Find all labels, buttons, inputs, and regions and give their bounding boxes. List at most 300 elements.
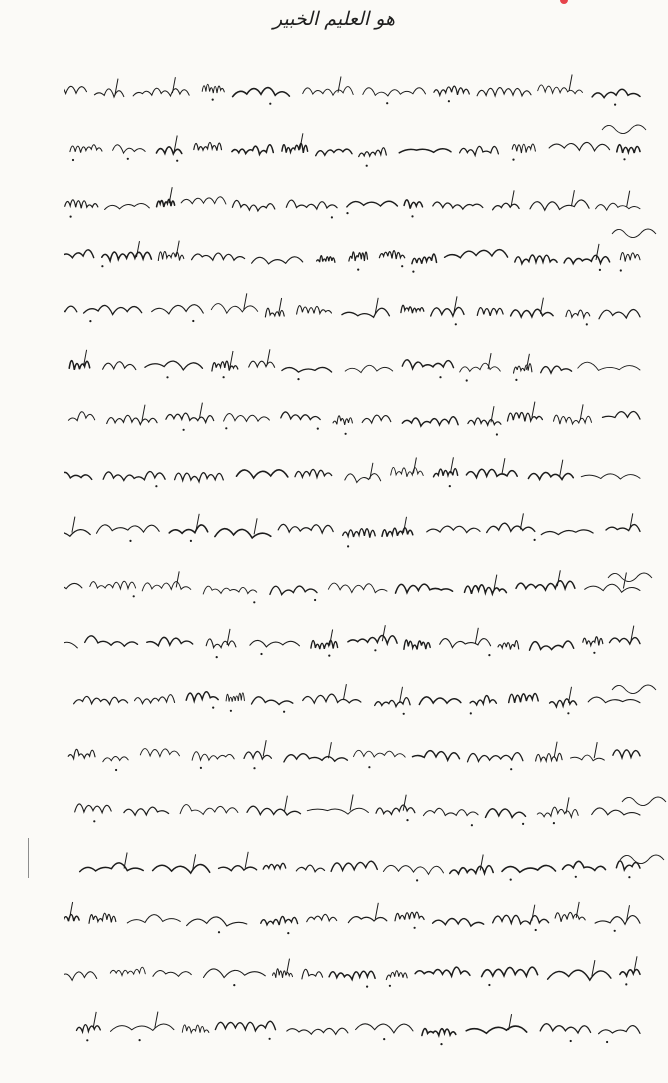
diacritic-dot <box>406 819 408 821</box>
handwritten-word <box>508 413 543 422</box>
handwritten-word <box>316 149 352 156</box>
handwritten-word <box>215 1021 275 1031</box>
handwritten-word <box>427 526 480 532</box>
handwritten-word <box>278 524 333 533</box>
handwritten-word <box>64 530 90 537</box>
diacritic-dot <box>414 927 416 929</box>
diacritic-dot <box>416 879 418 881</box>
ascender-stroke <box>627 191 630 207</box>
handwritten-word <box>194 142 222 150</box>
diacritic-dot <box>366 986 368 988</box>
handwritten-word <box>512 144 535 153</box>
handwritten-word <box>64 582 82 589</box>
handwritten-line <box>64 128 644 168</box>
handwritten-word <box>564 255 610 263</box>
handwritten-word <box>515 255 557 264</box>
handwritten-word <box>252 697 293 705</box>
handwritten-word <box>530 200 589 210</box>
diacritic-dot <box>488 654 490 656</box>
handwritten-word <box>237 470 288 478</box>
handwritten-word <box>470 696 496 705</box>
handwritten-word <box>613 750 640 758</box>
handwritten-word <box>354 750 406 757</box>
handwritten-word <box>64 972 97 981</box>
handwritten-line <box>64 846 644 886</box>
diacritic-dot <box>401 265 403 267</box>
marginal-note <box>620 790 668 810</box>
diacritic-dot <box>515 379 517 381</box>
handwritten-word <box>347 201 398 207</box>
handwritten-word <box>412 254 437 264</box>
diacritic-dot <box>89 320 91 322</box>
diacritic-dot <box>346 212 348 214</box>
handwritten-word <box>468 418 501 425</box>
diacritic-dot <box>623 158 625 160</box>
handwritten-word <box>69 361 90 370</box>
handwritten-word <box>250 640 300 647</box>
handwritten-word <box>127 915 180 923</box>
diacritic-dot <box>368 766 370 768</box>
handwritten-word <box>404 640 430 649</box>
ascender-stroke <box>169 187 172 203</box>
diacritic-dot <box>383 1038 385 1040</box>
handwritten-word <box>415 967 470 976</box>
diacritic-dot <box>331 216 333 218</box>
handwritten-word <box>466 1026 527 1033</box>
handwritten-word <box>103 756 128 761</box>
handwritten-word <box>511 309 553 317</box>
handwritten-word <box>375 698 410 707</box>
handwritten-word <box>296 865 324 872</box>
diacritic-dot <box>70 216 72 218</box>
handwritten-word <box>379 251 404 259</box>
handwritten-word <box>203 586 257 594</box>
handwritten-word <box>80 863 144 872</box>
handwritten-word <box>70 145 102 153</box>
handwritten-word <box>541 366 572 373</box>
handwritten-word <box>595 916 640 925</box>
handwritten-word <box>156 147 181 154</box>
handwritten-line <box>64 346 644 386</box>
handwritten-word <box>110 967 145 975</box>
diacritic-dot <box>439 376 441 378</box>
diacritic-dot <box>192 320 194 322</box>
diacritic-dot <box>223 376 225 378</box>
diacritic-dot <box>200 767 202 769</box>
handwritten-word <box>395 912 424 921</box>
handwritten-word <box>317 256 335 263</box>
handwritten-word <box>362 415 391 423</box>
handwritten-word <box>349 252 368 261</box>
handwritten-word <box>232 200 274 211</box>
handwritten-word <box>596 203 640 210</box>
handwritten-word <box>396 584 453 593</box>
ascender-stroke <box>502 458 505 474</box>
handwritten-word <box>402 417 458 426</box>
ascender-stroke <box>230 351 233 367</box>
handwritten-word <box>68 412 94 421</box>
diacritic-dot <box>625 983 627 985</box>
diacritic-dot <box>488 984 490 986</box>
handwritten-word <box>102 252 152 261</box>
handwritten-word <box>182 1025 209 1033</box>
handwritten-word <box>152 305 204 314</box>
diacritic-dot <box>449 485 451 487</box>
handwritten-word <box>192 752 234 760</box>
handwritten-word <box>135 695 175 704</box>
handwritten-word <box>348 917 386 923</box>
handwritten-word <box>376 805 415 814</box>
marginal-note <box>606 566 656 586</box>
handwritten-word <box>187 917 247 926</box>
handwritten-word <box>105 203 150 209</box>
handwritten-word <box>581 474 640 479</box>
handwritten-word <box>363 88 426 96</box>
handwritten-word <box>113 145 146 153</box>
handwritten-word <box>502 865 556 872</box>
ascender-stroke <box>569 75 572 91</box>
handwritten-word <box>282 367 332 372</box>
handwritten-word <box>140 749 179 757</box>
handwritten-word <box>84 305 142 314</box>
handwritten-word <box>329 971 375 979</box>
handwritten-word <box>382 528 413 537</box>
ascender-stroke <box>532 905 535 921</box>
handwritten-word <box>74 696 128 704</box>
handwritten-word <box>263 863 286 869</box>
handwritten-word <box>65 200 98 208</box>
handwritten-word <box>541 530 593 535</box>
diacritic-dot <box>212 99 214 101</box>
handwritten-word <box>142 582 191 591</box>
handwritten-word <box>169 525 208 533</box>
handwritten-word <box>111 1024 174 1031</box>
handwritten-word <box>166 413 214 422</box>
handwritten-word <box>297 306 332 314</box>
handwritten-word <box>133 88 189 96</box>
diacritic-dot <box>470 712 472 714</box>
handwritten-word <box>450 866 493 874</box>
handwritten-word <box>64 83 87 93</box>
diacritic-dot <box>297 378 299 380</box>
handwritten-word <box>571 755 605 761</box>
handwritten-word <box>331 861 377 871</box>
handwritten-word <box>215 529 271 538</box>
handwritten-word <box>620 970 640 976</box>
handwritten-line <box>64 952 644 992</box>
diacritic-dot <box>412 271 414 273</box>
ascender-stroke <box>554 742 557 758</box>
ascender-stroke <box>93 1012 96 1028</box>
diacritic-dot <box>440 1043 442 1045</box>
handwritten-line <box>64 622 644 662</box>
ascender-stroke <box>263 740 266 756</box>
diacritic-dot <box>570 1040 572 1042</box>
diacritic-dot <box>101 265 103 267</box>
diacritic-dot <box>230 710 232 712</box>
handwritten-word <box>413 751 460 761</box>
handwritten-word <box>303 694 361 703</box>
diacritic-dot <box>328 655 330 657</box>
ascender-stroke <box>137 241 140 257</box>
handwritten-word <box>423 808 478 815</box>
handwritten-word <box>252 257 303 264</box>
ascender-stroke <box>124 853 127 869</box>
handwritten-word <box>563 861 606 870</box>
handwritten-line <box>64 290 644 330</box>
handwritten-word <box>401 305 424 313</box>
handwritten-word <box>249 361 275 367</box>
handwritten-word <box>342 308 390 317</box>
handwritten-word <box>157 199 175 207</box>
diacritic-dot <box>253 767 255 769</box>
handwritten-word <box>460 146 499 155</box>
diacritic-dot <box>510 768 512 770</box>
handwritten-word <box>202 84 224 93</box>
handwritten-word <box>540 1024 590 1033</box>
diacritic-dot <box>166 376 168 378</box>
handwritten-word <box>75 804 112 813</box>
handwritten-word <box>303 87 354 96</box>
handwritten-word <box>333 416 352 425</box>
handwritten-word <box>493 203 519 210</box>
diacritic-dot <box>455 323 457 325</box>
handwritten-word <box>550 699 577 707</box>
handwritten-word <box>592 89 640 97</box>
diacritic-dot <box>534 539 536 541</box>
handwritten-word <box>345 365 393 372</box>
handwritten-word <box>555 912 585 921</box>
handwritten-word <box>440 639 491 648</box>
diacritic-dot <box>496 433 498 435</box>
handwritten-word <box>85 636 138 646</box>
handwritten-word <box>64 472 92 479</box>
ascender-stroke <box>557 570 560 586</box>
handwritten-word <box>487 523 535 532</box>
handwritten-word <box>482 967 538 976</box>
diacritic-dot <box>466 379 468 381</box>
handwritten-word <box>549 142 610 151</box>
handwritten-word <box>153 864 210 873</box>
handwritten-word <box>204 969 266 978</box>
diacritic-dot <box>620 269 622 271</box>
ascender-stroke <box>400 687 403 703</box>
handwritten-word <box>147 637 193 645</box>
handwritten-line <box>64 510 644 550</box>
handwritten-word <box>419 697 461 705</box>
handwritten-word <box>578 362 640 370</box>
page-title: هو العلیم الخبیر <box>272 8 396 30</box>
handwritten-word <box>226 693 244 702</box>
handwritten-word <box>145 361 203 370</box>
handwritten-word <box>281 412 320 420</box>
diacritic-dot <box>411 215 413 217</box>
diacritic-dot <box>567 712 569 714</box>
handwritten-word <box>212 361 238 371</box>
diacritic-dot <box>253 601 255 603</box>
handwritten-word <box>153 971 191 977</box>
diacritic-dot <box>190 540 192 542</box>
handwritten-line <box>64 236 644 276</box>
handwritten-word <box>89 913 116 923</box>
diacritic-dot <box>448 100 450 102</box>
diacritic-dot <box>129 540 131 542</box>
handwritten-word <box>477 88 531 96</box>
handwritten-word <box>286 200 337 209</box>
handwritten-word <box>538 85 583 94</box>
handwritten-word <box>124 807 169 815</box>
diacritic-dot <box>127 158 129 160</box>
diacritic-dot <box>115 769 117 771</box>
diacritic-dot <box>287 932 289 934</box>
handwritten-word <box>64 912 79 921</box>
diacritic-dot <box>553 822 555 824</box>
handwritten-word <box>261 916 298 925</box>
diacritic-dot <box>345 433 347 435</box>
handwritten-word <box>509 694 539 703</box>
diacritic-dot <box>606 1041 608 1043</box>
handwritten-word <box>295 469 332 477</box>
ascender-stroke <box>199 403 202 419</box>
diacritic-dot <box>471 824 473 826</box>
handwritten-word <box>433 918 484 926</box>
handwritten-word <box>548 970 611 980</box>
handwritten-word <box>404 200 422 209</box>
diacritic-dot <box>233 984 235 986</box>
handwritten-word <box>284 754 348 762</box>
diacritic-dot <box>283 711 285 713</box>
diacritic-dot <box>218 931 220 933</box>
handwritten-word <box>386 971 407 980</box>
diacritic-dot <box>389 985 391 987</box>
ascender-stroke <box>142 405 145 421</box>
handwritten-word <box>391 467 424 476</box>
ascender-stroke <box>254 518 257 534</box>
diacritic-dot <box>347 545 349 547</box>
handwritten-word <box>468 753 523 762</box>
diacritic-dot <box>403 713 405 715</box>
handwritten-word <box>307 808 368 814</box>
handwritten-word <box>158 251 184 260</box>
handwritten-word <box>399 149 451 153</box>
handwritten-word <box>554 415 592 424</box>
handwritten-word <box>328 583 387 593</box>
diacritic-dot <box>510 879 512 881</box>
handwritten-word <box>247 806 301 815</box>
ascender-stroke <box>155 1012 158 1028</box>
handwritten-word <box>343 529 376 538</box>
diacritic-dot <box>72 159 74 161</box>
diacritic-dot <box>155 485 157 487</box>
handwritten-word <box>181 197 226 204</box>
diacritic-dot <box>269 103 271 105</box>
handwritten-word <box>493 915 549 924</box>
handwritten-word <box>466 469 517 477</box>
handwritten-word <box>192 253 245 260</box>
handwritten-word <box>211 304 257 314</box>
diacritic-dot <box>386 102 388 104</box>
handwritten-word <box>64 305 77 313</box>
diacritic-dot <box>614 104 616 106</box>
handwritten-word <box>302 969 323 979</box>
handwritten-word <box>186 692 218 701</box>
ascender-stroke <box>72 517 75 533</box>
handwritten-word <box>603 412 641 420</box>
handwritten-word <box>486 809 526 818</box>
handwritten-word <box>433 202 483 209</box>
handwritten-word <box>107 415 157 424</box>
handwritten-word <box>498 641 519 650</box>
handwritten-word <box>356 1024 413 1033</box>
ascender-stroke <box>343 684 346 700</box>
diacritic-dot <box>212 707 214 709</box>
diacritic-dot <box>512 159 514 161</box>
handwritten-word <box>265 308 284 317</box>
ascender-stroke <box>540 298 543 314</box>
ascender-stroke <box>375 903 378 919</box>
handwritten-word <box>90 581 136 589</box>
handwritten-word <box>460 363 501 372</box>
handwritten-word <box>94 89 123 97</box>
ascender-stroke <box>350 795 353 811</box>
diacritic-dot <box>269 1038 271 1040</box>
handwritten-line <box>64 790 644 830</box>
ascender-stroke <box>284 796 287 812</box>
ascender-stroke <box>328 742 331 758</box>
handwritten-word <box>445 250 508 258</box>
handwritten-word <box>610 638 641 644</box>
diacritic-dot <box>599 269 601 271</box>
handwritten-word <box>311 640 338 649</box>
ascender-stroke <box>569 687 572 703</box>
diacritic-dot <box>133 595 135 597</box>
handwritten-line <box>64 898 644 938</box>
ascender-stroke <box>172 77 175 93</box>
diacritic-dot <box>522 823 524 825</box>
handwritten-line <box>64 182 644 222</box>
handwritten-line <box>64 454 644 494</box>
diacritic-dot <box>614 930 616 932</box>
handwritten-word <box>348 635 397 643</box>
handwritten-line <box>64 734 644 774</box>
ascender-stroke <box>176 571 179 587</box>
handwritten-word <box>77 1025 101 1032</box>
handwritten-line <box>64 566 644 606</box>
diacritic-dot <box>535 929 537 931</box>
handwritten-word <box>516 581 575 590</box>
handwritten-word <box>175 473 224 482</box>
handwritten-word <box>465 585 507 594</box>
ascender-stroke <box>370 463 373 479</box>
diacritic-dot <box>93 820 95 822</box>
marginal-note <box>610 678 660 698</box>
diacritic-dot <box>357 269 359 271</box>
handwritten-word <box>97 525 160 533</box>
diacritic-dot <box>628 876 630 878</box>
handwritten-word <box>617 145 640 153</box>
ascender-stroke <box>245 852 248 868</box>
ascender-stroke <box>475 628 478 644</box>
handwritten-word <box>422 1029 456 1036</box>
ascender-stroke <box>450 457 453 473</box>
handwritten-line <box>64 1008 644 1048</box>
diacritic-dot <box>176 160 178 162</box>
handwritten-word <box>583 637 603 646</box>
diacritic-dot <box>317 428 319 430</box>
diacritic-dot <box>586 323 588 325</box>
handwritten-word <box>434 469 458 477</box>
handwritten-word <box>232 145 273 155</box>
